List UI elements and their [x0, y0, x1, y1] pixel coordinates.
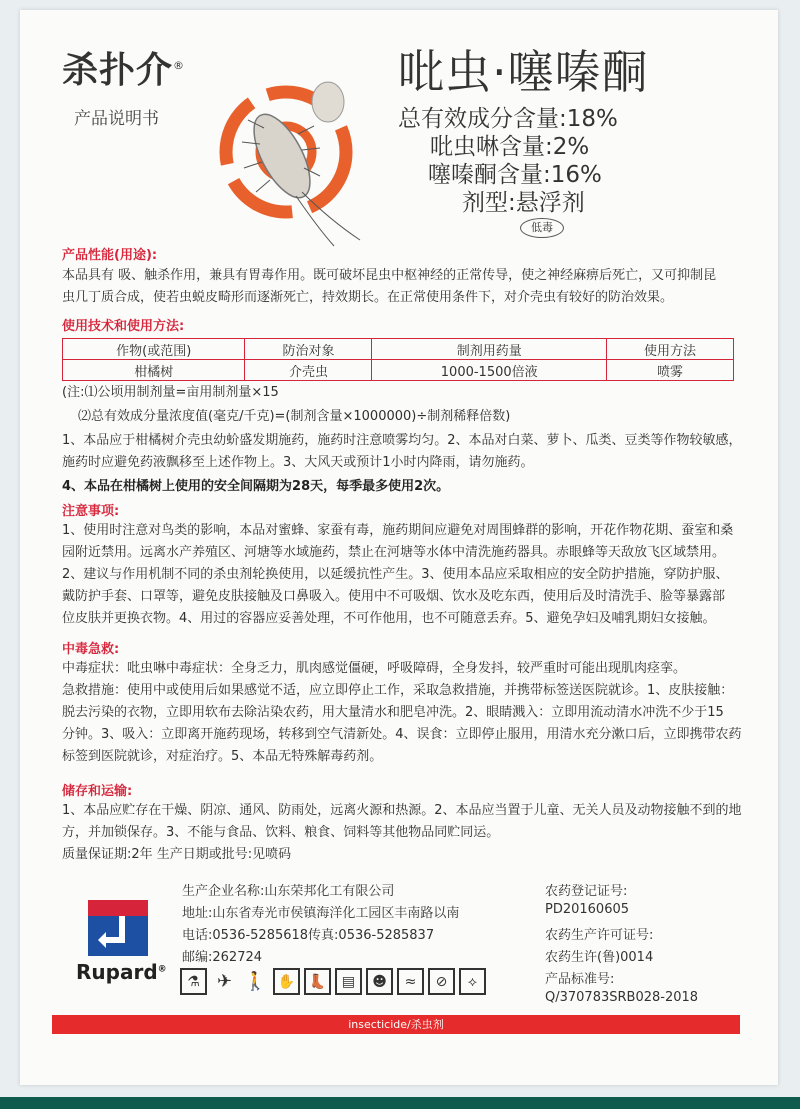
manual-label: 产品说明书 — [74, 109, 159, 129]
company-postcode: 邮编:262724 — [182, 950, 263, 965]
gloves-icon: ✋ — [273, 968, 300, 995]
table-cell: 喷雾 — [606, 360, 733, 381]
table-header-cell: 防治对象 — [245, 339, 372, 360]
buprofezin-content: 噻嗪酮含量:16% — [428, 162, 602, 188]
usage-table — [62, 338, 734, 381]
table-header-row — [63, 339, 734, 360]
table-header-cell: 使用方法 — [606, 339, 733, 360]
brand-name: 杀扑介® — [62, 50, 186, 91]
spray-icon: ✈ — [216, 971, 233, 992]
safety-interval: 4、本品在柑橘树上使用的安全间隔期为28天，每季最多使用2次。 — [62, 479, 450, 494]
company-logo-icon — [86, 898, 150, 958]
precautions-heading: 注意事项: — [62, 504, 120, 519]
company-name: 生产企业名称:山东荣邦化工有限公司 — [182, 884, 395, 899]
livestock-warning-icon: ⊘ — [428, 968, 455, 995]
standard-number: Q/370783SRB028-2018 — [545, 990, 699, 1005]
registration-label: 农药登记证号: — [545, 884, 628, 899]
apron-icon: ▤ — [335, 968, 362, 995]
category-label: insecticide/杀虫剂 — [348, 1018, 444, 1031]
usage-heading: 使用技术和使用方法: — [62, 319, 185, 334]
mask-icon: ☻ — [366, 968, 393, 995]
toxicity-badge: 低毒 — [520, 218, 564, 238]
usage-note-2: ⑵总有效成分量浓度值(毫克/千克)=(制剂含量×1000000)÷制剂稀释倍数) — [78, 409, 511, 424]
formulation: 剂型:悬浮剂 — [462, 190, 585, 216]
first-aid-text: 中毒症状：吡虫啉中毒症状：全身乏力，肌肉感觉僵硬，呼吸障碍，全身发抖，较严重时可能出现肌肉痉挛。 急救措施：使用中或使用后如果感觉不适，应立即停止工作，采取急救措施，并携带标签送医院就诊。1、皮肤接触： 脱去污染的衣物，立即用软布去除沾染农药，用大量清水和肥皂冲洗。2、眼睛溅入：立即用流动清水冲洗不少于15 分钟。3、吸入：立即离开施药现场，转移到空气清新处。4、误食：立即停止服用，用清水充分漱口后，立即携带农药 标签到医院就诊，对症治疗。5、本品无特殊解毒药剂。 — [62, 661, 742, 764]
table-header-cell: 制剂用药量 — [372, 339, 606, 360]
table-row — [63, 360, 734, 381]
table-cell: 1000-1500倍液 — [372, 360, 606, 381]
company-address: 地址:山东省寿光市侯镇海洋化工园区丰南路以南 — [182, 906, 460, 921]
product-name: 吡虫·噻嗪酮 — [398, 45, 649, 99]
company-phone: 电话:0536-5285618传真:0536-5285837 — [182, 928, 435, 943]
license-number: 农药生许(鲁)0014 — [545, 950, 654, 965]
table-header-cell: 作物(或范围) — [63, 339, 245, 360]
storage-text: 1、本品应贮存在干燥、阴凉、通风、防雨处，远离火源和热源。2、本品应当置于儿童、无关人员及动物接触不到的地 方，并加锁保存。3、不能与食品、饮料、粮食、饲料等其他物品同贮同运。 质量保证期:2年 生产日期或批号:见喷码 — [62, 803, 742, 862]
insect-target-illustration — [200, 70, 390, 250]
boots-icon: 👢 — [304, 968, 331, 995]
usage-instructions: 1、本品应于柑橘树介壳虫幼蚧盛发期施药，施药时注意喷雾均匀。2、本品对白菜、萝卜、瓜类、豆类等作物较敏感， 施药时应避免药液飘移至上述作物上。3、大风天或预计1小时内降雨，请勿施药。 — [62, 433, 742, 470]
storage-heading: 储存和运输: — [62, 784, 133, 799]
first-aid-heading: 中毒急救: — [62, 642, 120, 657]
table-cell: 柑橘树 — [63, 360, 245, 381]
sprayer-icon: 🚶 — [244, 971, 267, 992]
total-content: 总有效成分含量:18% — [398, 106, 618, 132]
precautions-text: 1、使用时注意对鸟类的影响，本品对蜜蜂、家蚕有毒，施药期间应避免对周围蜂群的影响，开花作物花期、蚕室和桑 园附近禁用。远离水产养殖区、河塘等水域施药，禁止在河塘等水体中清洗施药器具。赤眼蜂等天敌放飞区域禁用。 2、建议与作用机制不同的杀虫剂轮换使用，以延缓抗性产生。3、使用本品应采取相应的安全防护措施，穿防护服、 戴防护手套、口罩等，避免皮肤接触及口鼻吸入。使用中不可吸烟、饮水及吃东西，使用后及时清洗手、脸等暴露部 位皮肤并更换衣物。4、用过的容器应妥善处理，不可作他用，也不可随意丢弃。5、避免孕妇及哺乳期妇女接触。 — [62, 523, 734, 626]
safety-pictograms — [180, 968, 486, 995]
mixing-icon: ⚗ — [180, 968, 207, 995]
usage-note-1: (注:⑴公顷用制剂量=亩用制剂量×15 — [62, 385, 279, 400]
bottom-band — [0, 1097, 800, 1109]
standard-label: 产品标准号: — [545, 972, 615, 987]
fish-warning-icon: ⟡ — [459, 968, 486, 995]
performance-text: 本品具有 吸、触杀作用，兼具有胃毒作用。既可破坏昆虫中枢神经的正常传导，使之神经麻痹后死亡，又可抑制昆 虫几丁质合成，使若虫蜕皮畸形而逐渐死亡，持效期长。在正常使用条件下，对介壳虫有较好的防治效果。 — [62, 268, 717, 305]
company-logo-text: Rupard® — [76, 960, 167, 984]
registration-number: PD20160605 — [545, 902, 630, 917]
performance-heading: 产品性能(用途): — [62, 248, 158, 263]
imidacloprid-content: 吡虫啉含量:2% — [430, 134, 590, 160]
wash-icon: ≈ — [397, 968, 424, 995]
license-label: 农药生产许可证号: — [545, 928, 654, 943]
table-cell: 介壳虫 — [245, 360, 372, 381]
